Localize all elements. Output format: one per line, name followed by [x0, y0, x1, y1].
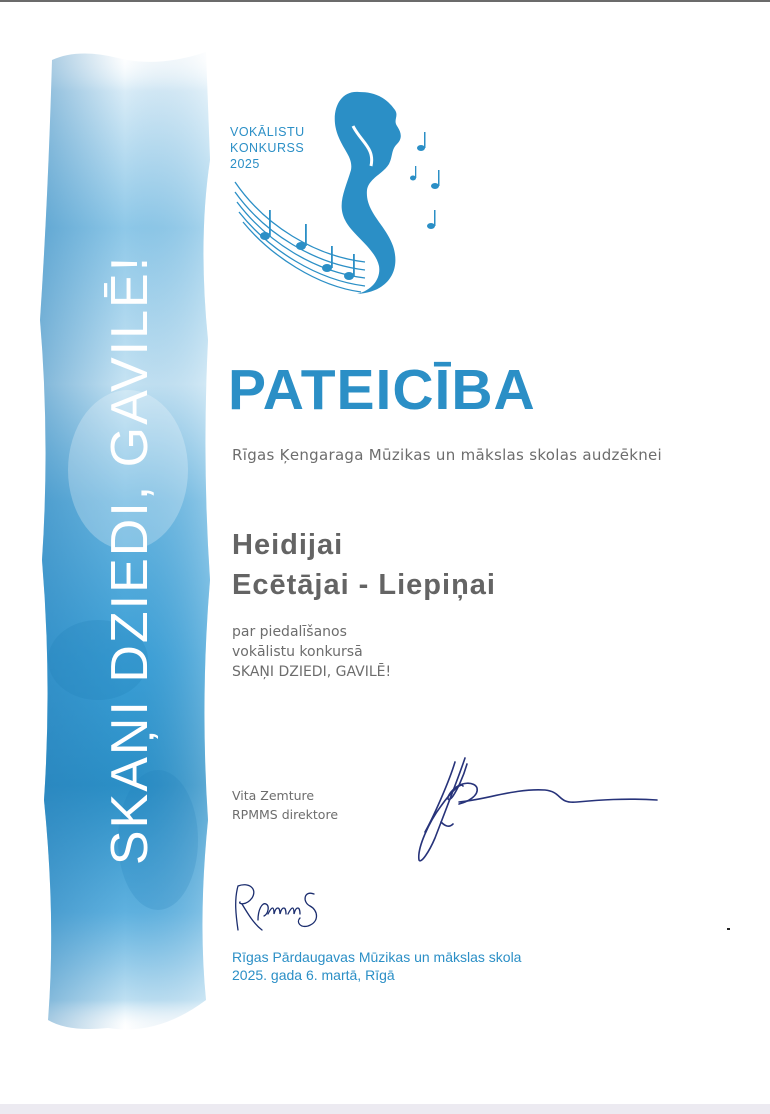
singer-silhouette-logo-icon [225, 86, 465, 296]
footer-date-place: 2025. gada 6. martā, Rīgā [232, 967, 395, 983]
reason-line-1: par piedalīšanos [232, 624, 347, 640]
reason-line-2: vokālistu konkursā [232, 644, 363, 660]
school-line: Rīgas Ķengaraga Mūzikas un mākslas skolas audzēknei [232, 446, 663, 464]
logo-line-3: 2025 [230, 157, 260, 171]
top-edge-line [0, 0, 770, 2]
handwritten-signature-icon [405, 752, 665, 870]
side-banner-text: SKAŅI DZIEDI, GAVILĒ! [101, 254, 159, 866]
recipient-first-name: Heidijai [232, 529, 344, 561]
signatory [232, 786, 338, 824]
signatory-position: RPMMS direktore [232, 807, 339, 822]
logo-line-2: KONKURSS [230, 141, 305, 155]
school-monogram-stamp-icon [228, 880, 328, 942]
reason-line-3: SKAŅI DZIEDI, GAVILĒ! [232, 664, 392, 680]
recipient-surname: Ecētājai - Liepiņai [232, 569, 496, 601]
recipient-name [232, 525, 496, 605]
certificate-title: PATEICĪBA [228, 358, 536, 422]
footer-block [232, 948, 521, 984]
footer-school-name: Rīgas Pārdaugavas Mūzikas un mākslas skola [232, 949, 522, 965]
signatory-name: Vita Zemture [232, 788, 315, 803]
logo-caption [230, 124, 305, 172]
participation-reason [232, 622, 391, 682]
bottom-margin-strip [0, 1104, 770, 1114]
scan-speck [727, 928, 730, 930]
logo-line-1: VOKĀLISTU [230, 125, 305, 139]
